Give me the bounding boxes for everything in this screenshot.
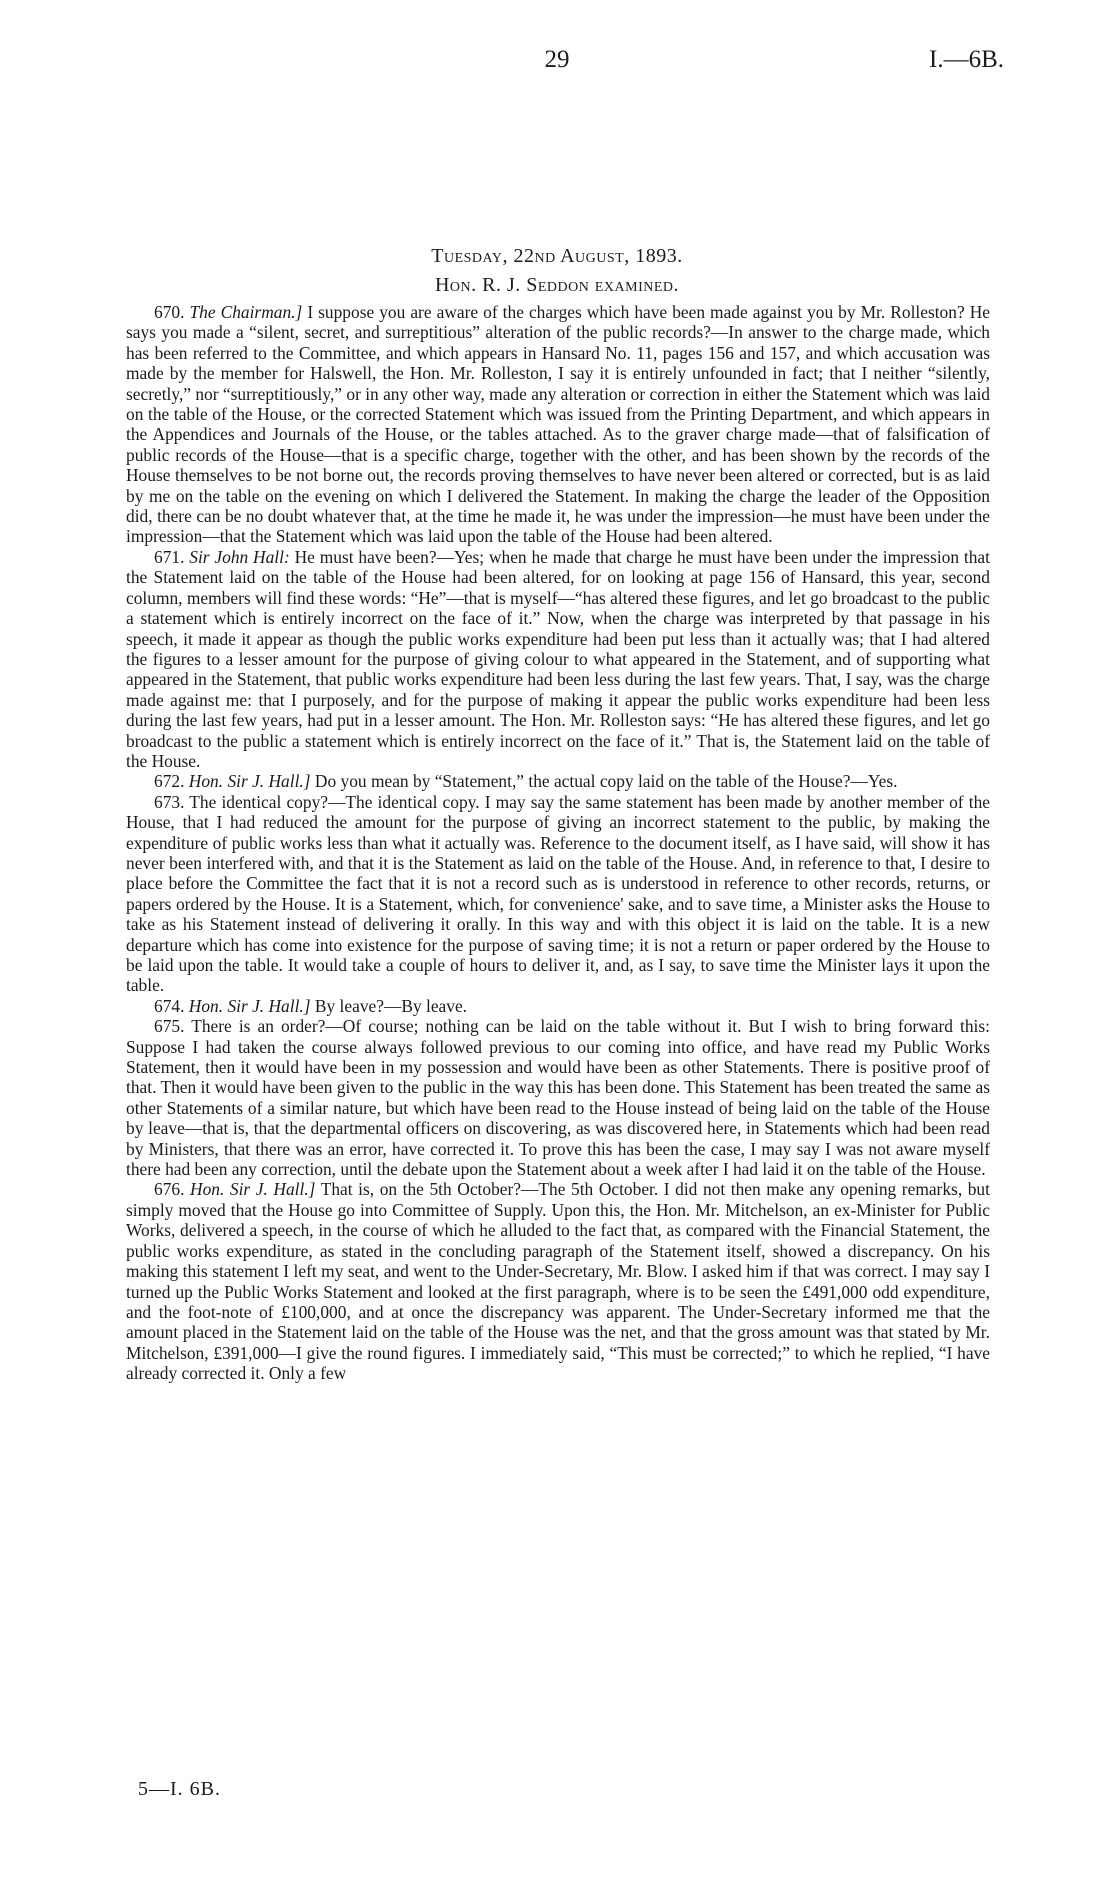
- paragraph-text: There is an order?—Of course; nothing can be laid on the table without it. But I wish to bring forward this: Suppose I had taken the course always followed previous to our coming into office, and have read my Public Works Statement, then it would have been in my possession and would have been as other Statements. There is positive proof of that. Then it would have been given to the public in the way this has been done. This Statement has been treated the same as other Statements of a similar nature, but which have been read to the House instead of being laid on the table of the House by leave—that is, that the departmental officers on discovering, as was discovered here, in Statements which had been read by Ministers, that there was an error, have corrected it. To prove this has been the case, I may say I was not aware myself there had been any correction, until the debate upon the Statement about a week after I had laid it on the table of the House.: [126, 1016, 990, 1180]
- evidence-body: [126, 302, 990, 1384]
- witness-heading: Hon. R. J. Seddon examined.: [434, 274, 680, 296]
- speaker-label: The Chairman.]: [189, 302, 303, 322]
- paragraph-text: I suppose you are aware of the charges which have been made against you by Mr. Rolleston? He says you made a “silent, secret, and surreptitious” alteration of the public records?—In answer to the charge made, which has been referred to the Committee, and which appears in Hansard No. 11, pages 156 and 157, and which accusation was made by the member for Halswell, the Hon. Mr. Rolleston, I say it is entirely unfounded in fact; that I neither “silently, secretly,” nor “surreptitiously,” or in any other way, made any alteration or correction in either the Statement which was laid on the table of the House, or the corrected Statement which was issued from the Printing Department, and which appears in the Appendices and Journals of the House, or the tables attached. As to the graver charge made—that of falsification of public records of the House—that is a specific charge, together with the other, and has been shown by the records of the House themselves to be not borne out, the records proving themselves to have never been altered or corrected, but is as laid by me on the table on the evening on which I delivered the Statement. In making the charge the leader of the Opposition did, there can be no doubt whatever that, at the time he made it, he was under the impression—he must have been under the impression—that the Statement which was laid upon the table of the House had been altered.: [126, 302, 990, 547]
- paragraph-number: 674.: [154, 995, 185, 1016]
- speaker-label: Sir John Hall:: [189, 546, 290, 567]
- session-date-heading: Tuesday, 22nd August, 1893.: [431, 245, 683, 267]
- paragraph-number: 673.: [154, 791, 185, 812]
- paragraph-text: The identical copy?—The identical copy. I may say the same statement has been made by another member of the House, that I had reduced the amount for the purpose of giving an incorrect statement to the public, by making the expenditure of public works less than what it actually was. Reference to the document itself, as I have said, will show it has never been interfered with, and that it is the Statement as laid on the table of the House. And, in reference to that, I desire to place before the Committee the fact that it is not a record such as is understood in reference to other records, returns, or papers ordered by the House. It is a Statement, which, for convenience' sake, and to save time, a Minister asks the House to take as his Statement instead of delivering it orally. In this way and with this object it is laid on the table. It is a new departure which has come into existence for the purpose of saving time; it is not a return or paper ordered by the House to be laid upon the table. It would take a couple of hours to deliver it, and, as I say, to save time the Minister lays it upon the table.: [126, 791, 990, 996]
- speaker-label: Hon. Sir J. Hall.]: [188, 995, 311, 1016]
- paragraph-text: Do you mean by “Statement,” the actual copy laid on the table of the House?—Yes.: [314, 771, 898, 792]
- evidence-paragraph-670: [126, 302, 990, 547]
- evidence-paragraph-674: [126, 996, 990, 1016]
- paragraph-text: By leave?—By leave.: [314, 995, 468, 1016]
- printer-signature: 5—I. 6B.: [138, 1778, 221, 1800]
- paragraph-text: He must have been?—Yes; when he made that charge he must have been under the impression that the Statement laid on the table of the House had been altered, for on looking at page 156 of Hansard, this year, second column, members will find these words: “He”—that is myself—“has altered these figures, and let go broadcast to the public a statement which is entirely incorrect on the face of it.” Now, when the charge was interpreted by that passage in his speech, it made it appear as though the public works expenditure had been put less than it actually was; that I had altered the figures to a lesser amount for the purpose of giving colour to what appeared in the Statement, and of supporting what appeared in the Statement, that public works expenditure had been less during the last few years. That, I say, was the charge made against me: that I purposely, and for the purpose of making it appear the public works expenditure had been less during the last few years, had put in a lesser amount. The Hon. Mr. Rolleston says: “He has altered these figures, and let go broadcast to the public a statement which is entirely incorrect on the face of it.” That is, the Statement laid on the table of the House.: [126, 546, 990, 771]
- speaker-label: Hon. Sir J. Hall.]: [188, 771, 311, 792]
- paragraph-number: 676.: [154, 1179, 185, 1200]
- evidence-paragraph-673: [126, 792, 990, 996]
- paragraph-number: 675.: [154, 1016, 185, 1037]
- paragraph-number: 671.: [154, 546, 185, 567]
- speaker-label: Hon. Sir J. Hall.]: [190, 1179, 316, 1200]
- evidence-paragraph-675: [126, 1016, 990, 1179]
- evidence-paragraph-672: [126, 771, 990, 791]
- page-number: 29: [544, 46, 570, 73]
- evidence-paragraph-676: [126, 1179, 990, 1383]
- evidence-paragraph-671: [126, 547, 990, 771]
- paragraph-text: That is, on the 5th October?—The 5th October. I did not then make any opening remarks, but simply moved that the House go into Committee of Supply. Upon this, the Hon. Mr. Mitchelson, an ex-Minister for Public Works, delivered a speech, in the course of which he alluded to the fact that, as compared with the Financial Statement, the public works expenditure, as stated in the concluding paragraph of the Statement itself, showed a discrepancy. On his making this statement I left my seat, and went to the Under-Secretary, Mr. Blow. I asked him if that was correct. I may say I turned up the Public Works Statement and looked at the first paragraph, where is to be seen the £491,000 odd expenditure, and the foot-note of £100,000, and at once the discrepancy was apparent. The Under-Secretary informed me that the amount placed in the Statement laid on the table of the House was the net, and that the gross amount was that stated by Mr. Mitchelson, £391,000—I give the round figures. I immediately said, “This must be corrected;” to which he replied, “I have already corrected it. Only a few: [126, 1179, 990, 1384]
- document-reference: I.—6B.: [929, 46, 1004, 73]
- paragraph-number: 672.: [154, 771, 185, 792]
- paragraph-number: 670.: [154, 302, 185, 322]
